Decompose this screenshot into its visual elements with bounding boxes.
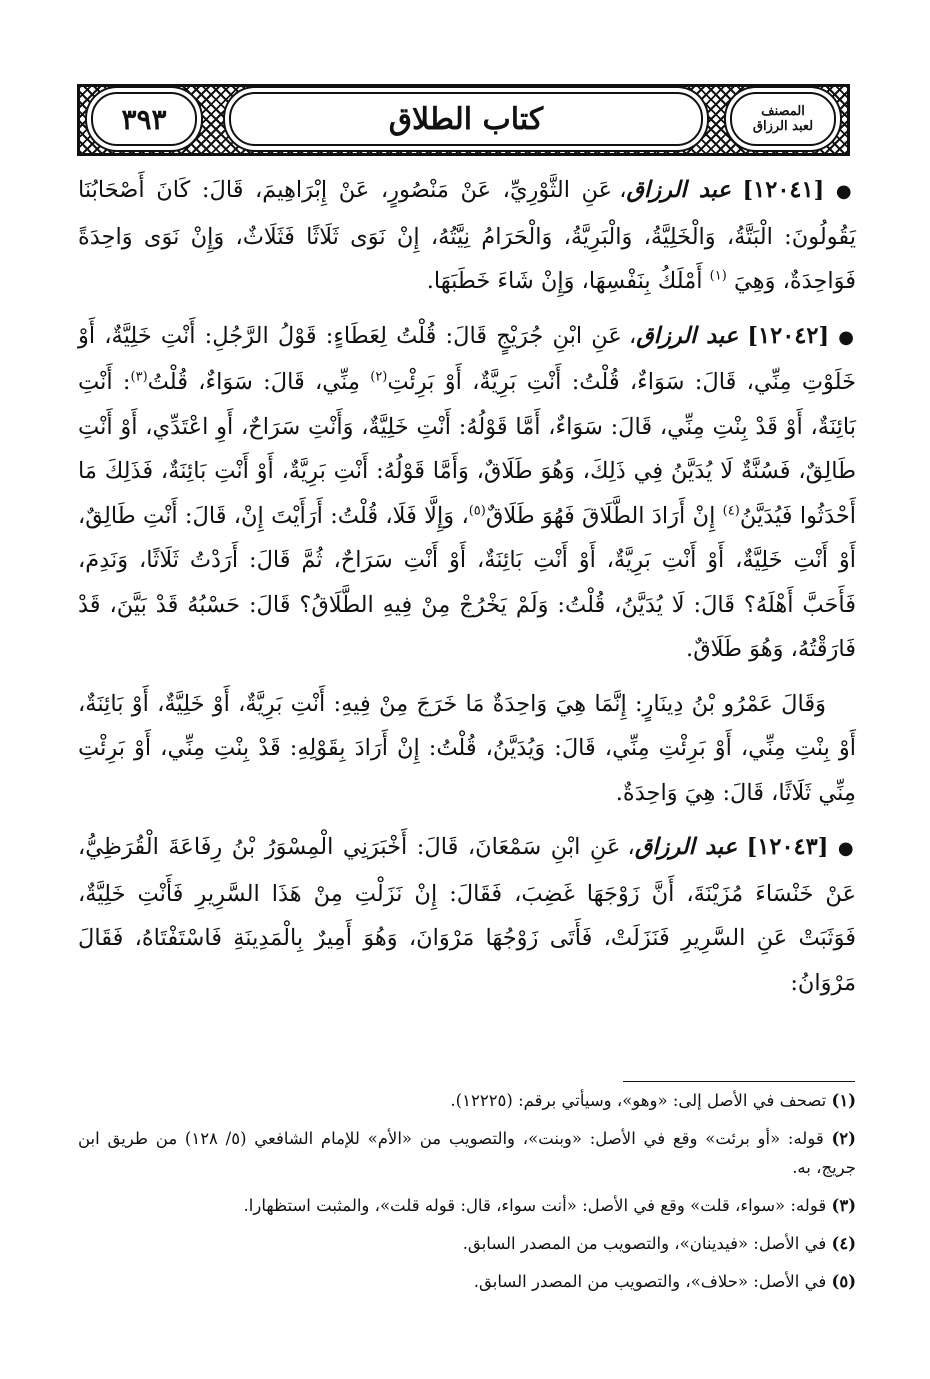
page-header — [77, 84, 850, 156]
chapter-title-text: كتاب الطلاق — [388, 101, 544, 137]
footnotes — [78, 1086, 856, 1305]
hadith-text: ، عَنِ ابْنِ جُرَيْجٍ قَالَ: قُلْتُ لِعَطَاءٍ: قَوْلُ الرَّجُلِ: أَنْتِ خَلِيَّةٌ، أَوْ خَلَوْتِ مِنِّي، قَالَ: سَوَاءٌ، قُلْتُ: أَنْتِ بَرِيَّةٌ، أَوْ بَرِئْتِ — [78, 322, 856, 395]
footnote-3 — [78, 1191, 856, 1220]
footnote-text: قوله: «أو برئت» وقع في الأصل: «وبنت»، والتصويب من «الأم» للإمام الشافعي (٥/ ١٢٨) من طريق ابن جريج، به. — [78, 1129, 856, 1177]
book-badge — [730, 92, 836, 146]
footnote-text: في الأصل: «حلاف»، والتصويب من المصدر السابق. — [473, 1272, 827, 1291]
footnote-4 — [78, 1229, 856, 1258]
narrator-name: عبد الرزاق — [626, 177, 731, 203]
bullet-icon: ● — [835, 181, 856, 202]
narrator-name: عبد الرزاق — [636, 322, 739, 349]
footnote-ref[interactable]: (٢) — [370, 369, 388, 385]
bullet-icon: ● — [837, 838, 856, 859]
footnote-text: تصحف في الأصل إلى: «وهو»، وسيأتي برقم: (١٢٢٢٥). — [450, 1091, 827, 1110]
hadith-12041 — [78, 168, 856, 304]
footnote-ref[interactable]: (٤) — [722, 503, 740, 518]
main-text — [78, 168, 856, 1015]
footnote-number: (١) — [831, 1091, 856, 1110]
hadith-number: [١٢٠٤٣] — [746, 834, 829, 860]
hadith-text: ، عَنِ الثَّوْرِيِّ، عَنْ مَنْصُورٍ، عَنْ إِبْرَاهِيمَ، قَالَ: كَانَ أَصْحَابُنَا يَقُولُونَ: الْبَتَّةُ، وَالْخَلِيَّةُ، وَالْبَرِيَّةُ، وَالْحَرَامُ نِيَّتُهُ، إِنْ نَوَى ثَلَاثًا فَثَلَاثٌ، وَإِنْ نَوَى وَاحِدَةً فَوَاحِدَةٌ، وَهِيَ — [78, 177, 856, 294]
footnote-text: في الأصل: «فيدينان»، والتصويب من المصدر السابق. — [462, 1234, 827, 1253]
book-badge-line2: لعبد الرزاق — [752, 119, 814, 134]
footnote-divider — [623, 1081, 855, 1082]
hadith-text: أَمْلَكُ بِنَفْسِهَا، وَإِنْ شَاءَ خَطَبَهَا. — [426, 268, 703, 294]
commentary-text: وَقَالَ عَمْرُو بْنُ دِينَارٍ: إِنَّمَا هِيَ وَاحِدَةٌ مَا خَرَجَ مِنْ فِيهِ: أَنْتِ بَرِيَّةٌ، أَوْ خَلِيَّةٌ، أَوْ بَائِنَةٌ، أَوْ بِنْتِ مِنِّي، أَوْ بَرِئْتِ مِنِّي، قَالَ: وَيُدَيَّنُ، قُلْتُ: إِنْ أَرَادَ بِقَوْلِهِ: قَدْ بِنْتِ مِنِّي، أَوْ بَرِئْتِ مِنِّي ثَلَاثًا، قَالَ: هِيَ وَاحِدَةٌ. — [78, 690, 856, 806]
hadith-number: [١٢٠٤١] — [742, 177, 825, 203]
footnote-number: (٣) — [831, 1196, 856, 1215]
footnote-5 — [78, 1267, 856, 1296]
hadith-number: [١٢٠٤٢] — [747, 322, 830, 349]
hadith-text: ، عَنِ ابْنِ سَمْعَانَ، قَالَ: أَخْبَرَنِي الْمِسْوَرُ بْنُ رِفَاعَةَ الْقُرَظِيُّ، عَنْ خَنْسَاءَ مُزَيْنَةَ، أَنَّ زَوْجَهَا غَضِبَ، فَقَالَ: إِنْ نَزَلْتِ مِنْ هَذَا السَّرِيرِ فَأَنْتِ خَلِيَّةٌ، فَوَثَبَتْ عَنِ السَّرِيرِ فَنَزَلَتْ، فَأَتَى زَوْجُهَا مَرْوَانَ، وَهُوَ أَمِيرٌ بِالْمَدِينَةِ فَاسْتَفْتَاهُ، فَقَالَ مَرْوَانُ: — [78, 834, 856, 996]
footnote-number: (٤) — [831, 1234, 856, 1253]
footnote-text: قوله: «سواء، قلت» وقع في الأصل: «أنت سواء، قال: قوله قلت»، والمثبت استظهارا. — [243, 1196, 827, 1215]
footnote-1 — [78, 1086, 856, 1115]
hadith-12042 — [78, 314, 856, 672]
chapter-title — [229, 92, 703, 146]
book-badge-line1: المصنف — [761, 104, 805, 119]
page-number — [91, 92, 197, 146]
hadith-text: إِنْ أَرَادَ الطَّلَاقَ فَهُوَ طَلَاقٌ — [485, 502, 716, 529]
hadith-text: : أَنْتِ بَائِنَةٌ، أَوْ قَدْ بِنْتِ مِنِّي، قَالَ: سَوَاءٌ، أَمَّا قَوْلُهُ: أَنْتِ خَلِيَّةٌ، وَأَنْتِ سَرَاحٌ، أَوِ اعْتَدِّي، أَوْ أَنْتِ طَالِقٌ، فَسُنَّةٌ لَا يُدَيَّنُ فِي ذَلِكَ، وَهُوَ طَلَاقٌ، وَأَمَّا قَوْلُهُ: أَنْتِ بَرِيَّةٌ، أَوْ أَنْتِ بَائِنَةٌ، فَذَلِكَ مَا أَحْدَثُوا فَيُدَيَّنُ — [78, 369, 856, 529]
hadith-12043 — [78, 825, 856, 1005]
footnote-number: (٢) — [831, 1129, 856, 1148]
commentary-amr — [78, 682, 856, 816]
hadith-text: مِنِّي، قَالَ: سَوَاءٌ، قُلْتُ — [147, 369, 360, 395]
narrator-name: عبد الرزاق — [634, 834, 738, 860]
hadith-text: ، وَإِلَّا فَلَا، قُلْتُ: أَرَأَيْتَ إِنْ، قَالَ: أَنْتِ طَالِقٌ، أَوْ أَنْتِ خَلِيَّةٌ، أَوْ أَنْتِ بَرِيَّةٌ، أَوْ أَنْتِ بَائِنَةٌ، أَوْ أَنْتِ سَرَاحٌ، ثُمَّ قَالَ: أَرَدْتُ ثَلَاثًا، وَنَدِمَ، فَأَحَبَّ أَهْلَهُ؟ قَالَ: لَا يُدَيَّنُ، قُلْتُ: وَلَمْ يَخْرُجْ مِنْ فِيهِ الطَّلَاقُ؟ قَالَ: حَسْبُهُ قَدْ بَيَّنَ، قَدْ فَارَقْتُهُ، وَهُوَ طَلَاقٌ. — [78, 502, 856, 662]
footnote-ref[interactable]: (٣) — [130, 369, 148, 385]
bullet-icon: ● — [838, 326, 856, 348]
footnote-2 — [78, 1124, 856, 1182]
footnote-number: (٥) — [831, 1272, 856, 1291]
footnote-ref[interactable]: (٥) — [468, 503, 486, 518]
footnote-ref[interactable]: (١) — [709, 268, 727, 284]
page-number-text: ٣٩٣ — [121, 102, 167, 136]
